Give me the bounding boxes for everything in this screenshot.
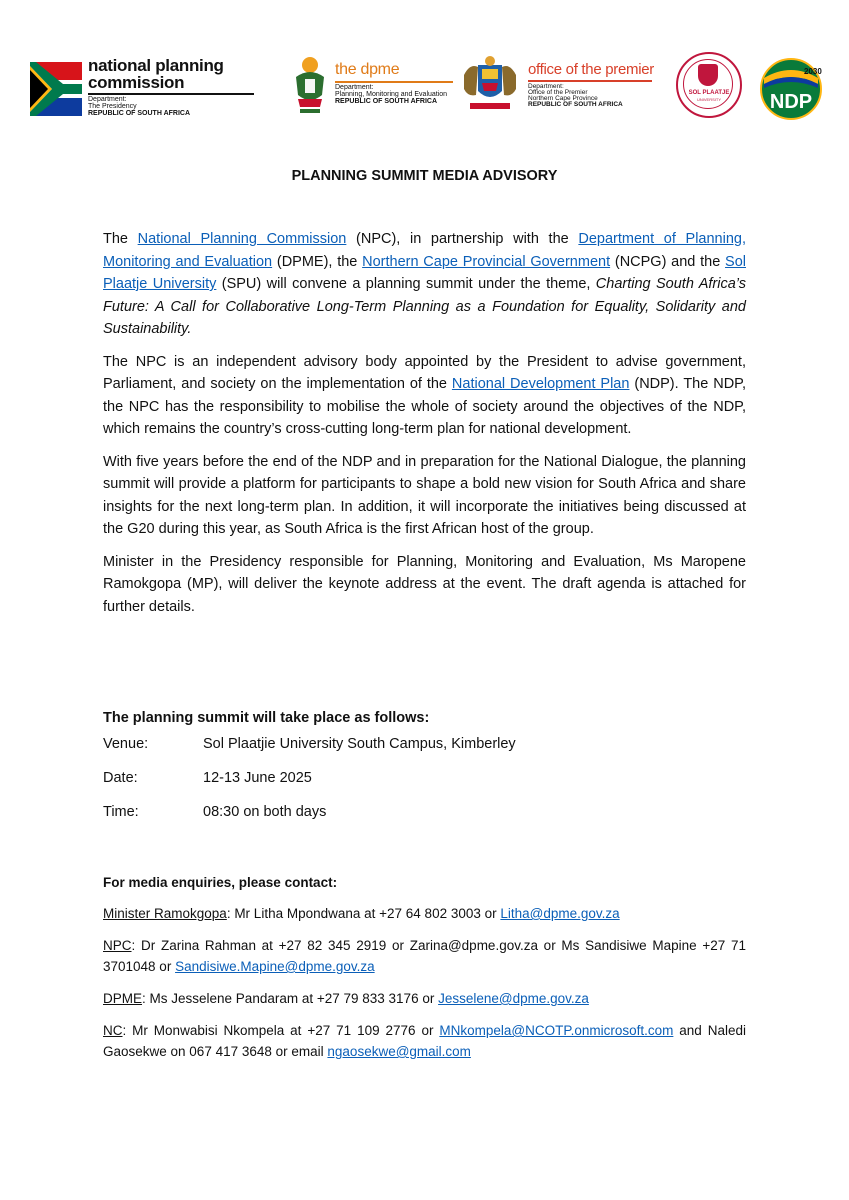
npc-logo-dept: Department: [88, 96, 127, 103]
summit-details [103, 710, 746, 838]
dpme-logo-republic: REPUBLIC OF SOUTH AFRICA [335, 98, 438, 105]
advisory-body [103, 228, 746, 628]
contact-npc-email[interactable]: Sandisiwe.Mapine@dpme.gov.za [175, 959, 375, 974]
contacts-heading: For media enquiries, please contact: [103, 875, 338, 890]
contact-minister-email[interactable]: Litha@dpme.gov.za [500, 906, 620, 921]
venue-value: Sol Plaatjie University South Campus, Kimberley [203, 736, 516, 752]
p1-text-2: (NPC), in partnership with the [346, 231, 579, 247]
contact-minister-text: : Mr Litha Mpondwana at +27 64 802 3003 or [226, 906, 501, 921]
spu-seal-name: SOL PLAATJE [688, 90, 730, 96]
ndp-text: NDP [769, 91, 813, 113]
ndp-emblem-icon [756, 58, 826, 120]
details-heading: The planning summit will take place as follows: [103, 710, 430, 726]
p2-text-2: (NDP). The NDP, the NPC has the responsibility to mobilise the whole of society around the objectives of the NDP, which remains the country’s cross-cutting long-term plan for national development. [103, 376, 747, 437]
time-row [103, 804, 746, 826]
npc-logo-republic: REPUBLIC OF SOUTH AFRICA [88, 110, 191, 117]
contact-minister [103, 903, 746, 924]
contact-dpme-text: : Ms Jesselene Pandaram at +27 79 833 3176 or [142, 991, 439, 1006]
npc-link[interactable]: National Planning Commission [137, 231, 347, 247]
contact-nc-email-2[interactable]: ngaosekwe@gmail.com [327, 1044, 471, 1059]
p1-text-1: The [103, 231, 138, 247]
dpme-logo-name: Planning, Monitoring and Evaluation [335, 91, 448, 98]
dpme-link[interactable]: Department of Planning, Monitoring and Evaluation [103, 231, 746, 270]
npc-logo-line1: national planning [88, 56, 224, 75]
ncpg-link[interactable]: Northern Cape Provincial Government [362, 253, 611, 270]
date-row [103, 770, 746, 792]
document-title: PLANNING SUMMIT MEDIA ADVISORY [291, 168, 558, 184]
intro-paragraph [103, 228, 746, 341]
premier-logo-divider [528, 80, 652, 82]
npc-paragraph [103, 351, 746, 441]
summit-theme: Charting South Africa’s Future: A Call for Collaborative Long-Term Planning as a Foundation for Equality, Solidarity and Sustainability. [103, 276, 746, 337]
contact-nc-email[interactable]: MNkompela@NCOTP.onmicrosoft.com [439, 1023, 674, 1038]
premier-logo [460, 55, 660, 117]
p1-text-5: (SPU) will convene a planning summit under the theme, [216, 276, 596, 292]
premier-logo-province: Northern Cape Province [528, 95, 598, 102]
premier-logo-republic: REPUBLIC OF SOUTH AFRICA [528, 101, 623, 108]
spu-seal-university: UNIVERSITY [696, 97, 721, 102]
ndp-year: 2030 [804, 67, 822, 76]
contact-npc-text: : Dr Zarina Rahman at +27 82 345 2919 or Zarina@dpme.gov.za or Ms Sandisiwe Mapine +27 71 3701048 or [103, 938, 746, 974]
contact-dpme-email[interactable]: Jesselene@dpme.gov.za [438, 991, 589, 1006]
npc-logo-divider [88, 93, 254, 95]
contact-npc-org: NPC [103, 938, 132, 953]
date-label: Date: [103, 770, 138, 786]
npc-logo-line2: commission [88, 73, 185, 92]
p1-text-3: (DPME), the [272, 253, 363, 270]
coat-of-arms-icon [290, 55, 330, 115]
contact-dpme [103, 988, 746, 1009]
south-africa-flag-icon [30, 62, 82, 116]
spu-shield-icon [698, 64, 718, 86]
time-label: Time: [103, 804, 139, 820]
dpme-logo-dept: Department: [335, 84, 374, 91]
npc-logo [30, 56, 230, 116]
contact-nc [103, 1020, 746, 1062]
dpme-logo-title: the dpme [335, 61, 400, 78]
contact-dpme-org: DPME [103, 991, 143, 1006]
p2-text-1: The NPC is an independent advisory body appointed by the President to advise government, Parliament, and society on the implementation of the [103, 353, 746, 392]
spu-link[interactable]: Sol Plaatje University [103, 253, 746, 292]
npc-logo-presidency: The Presidency [88, 103, 137, 110]
ndp-link[interactable]: National Development Plan [451, 376, 630, 392]
venue-label: Venue: [103, 736, 149, 752]
contact-minister-org: Minister Ramokgopa [103, 906, 227, 921]
contact-nc-text-2: and Naledi Gaosekwe on 067 417 3648 or email [103, 1023, 746, 1059]
dpme-logo-divider [335, 81, 453, 83]
contact-nc-text: : Mr Monwabisi Nkompela at +27 71 109 2776 or [122, 1023, 440, 1038]
northern-cape-crest-icon [460, 55, 520, 117]
keynote-paragraph: Minister in the Presidency responsible for Planning, Monitoring and Evaluation, Ms Maropene Ramokgopa (MP), will deliver the keynote address at the event. The draft agenda is attached for further details. [103, 553, 746, 615]
dpme-logo [290, 55, 460, 117]
premier-logo-title: office of the premier [528, 61, 654, 78]
p1-text-4: (NCPG) and the [610, 253, 726, 270]
ndp-2030-logo [756, 58, 826, 120]
media-contacts [103, 872, 746, 1073]
date-value: 12-13 June 2025 [203, 770, 312, 786]
venue-row [103, 736, 746, 758]
premier-logo-office: Office of the Premier [528, 89, 588, 96]
summit-purpose-paragraph: With five years before the end of the NDP and in preparation for the National Dialogue, the planning summit will provide a platform for participants to shape a bold new vision for South Africa and share insights for the next long-term plan. In addition, it will incorporate the initiatives being discussed at the G20 during this year, as South Africa is the first African host of the group. [103, 453, 746, 537]
contact-nc-org: NC [103, 1023, 123, 1038]
spu-seal-logo [674, 50, 744, 120]
premier-logo-dept: Department: [528, 83, 564, 90]
time-value: 08:30 on both days [203, 804, 327, 820]
contact-npc [103, 935, 746, 977]
